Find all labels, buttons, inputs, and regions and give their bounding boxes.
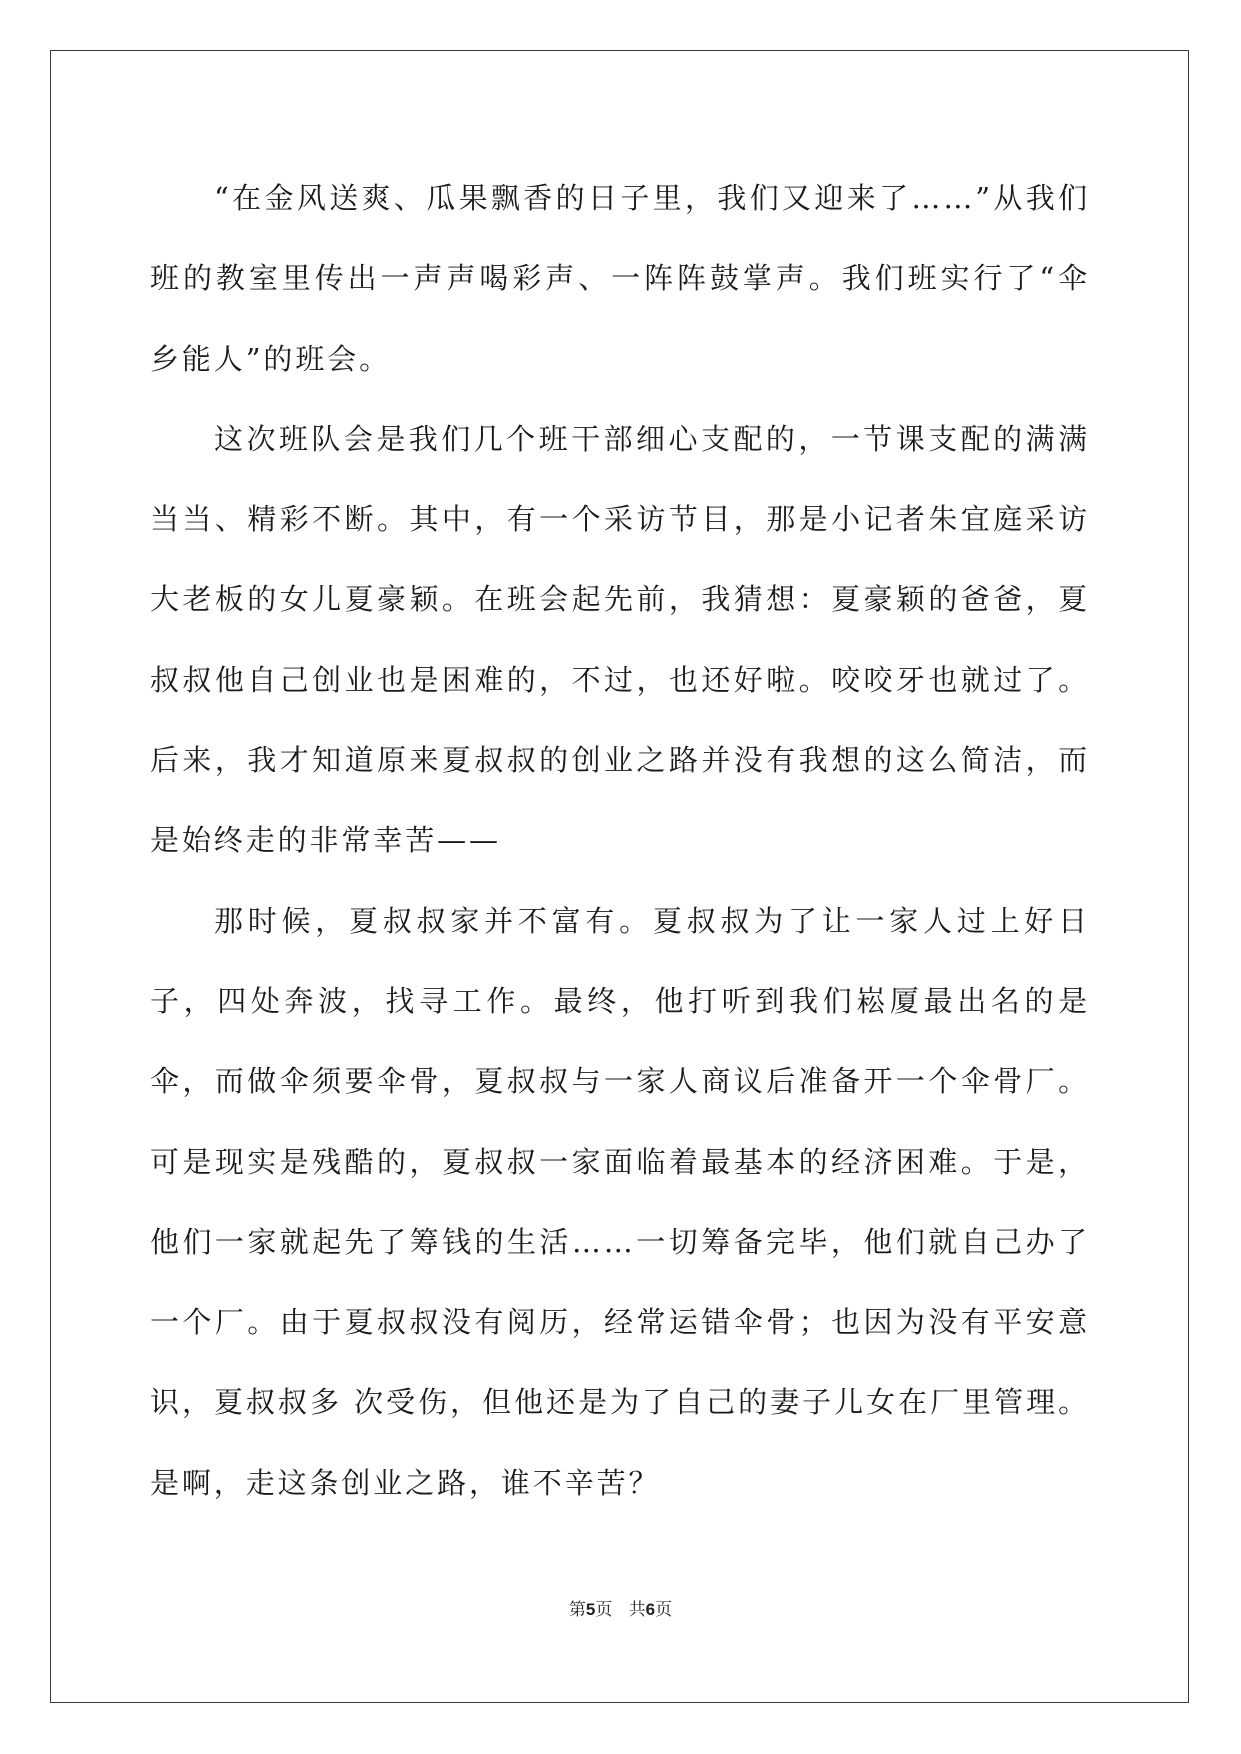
total-prefix: 共	[628, 1600, 646, 1620]
page-suffix: 页	[595, 1600, 613, 1620]
total-suffix: 页	[655, 1600, 673, 1620]
total-page-number: 6	[645, 1600, 656, 1619]
paragraph-2: 这次班队会是我们几个班干部细心支配的，一节课支配的满满当当、精彩不断。其中，有一个采访节目，那是小记者朱宜庭采访大老板的女儿夏豪颖。在班会起先前，我猜想：夏豪颖的爸爸，夏叔叔他自己创业也是困难的，不过，也还好啦。咬咬牙也就过了。后来，我才知道原来夏叔叔的创业之路并没有我想的这么简洁，而是始终走的非常幸苦——	[150, 421, 1090, 858]
paragraph-1: “在金风送爽、瓜果飘香的日子里，我们又迎来了……”从我们班的教室里传出一声声喝彩声、一阵阵鼓掌声。我们班实行了“伞乡能人”的班会。	[150, 181, 1090, 376]
document-body	[150, 158, 1090, 1523]
page-footer	[0, 1595, 1241, 1620]
current-page-number: 5	[585, 1600, 596, 1619]
page-prefix: 第	[568, 1600, 586, 1620]
paragraph-3: 那时候，夏叔叔家并不富有。夏叔叔为了让一家人过上好日子，四处奔波，找寻工作。最终，他打听到我们崧厦最出名的是伞，而做伞须要伞骨，夏叔叔与一家人商议后准备开一个伞骨厂。可是现实是残酷的，夏叔叔一家面临着最基本的经济困难。于是，他们一家就起先了筹钱的生活……一切筹备完毕，他们就自己办了一个厂。由于夏叔叔没有阅历，经常运错伞骨；也因为没有平安意识，夏叔叔多 次受伤，但他还是为了自己的妻子儿女在厂里管理。是啊，走这条创业之路，谁不辛苦？	[150, 903, 1090, 1500]
